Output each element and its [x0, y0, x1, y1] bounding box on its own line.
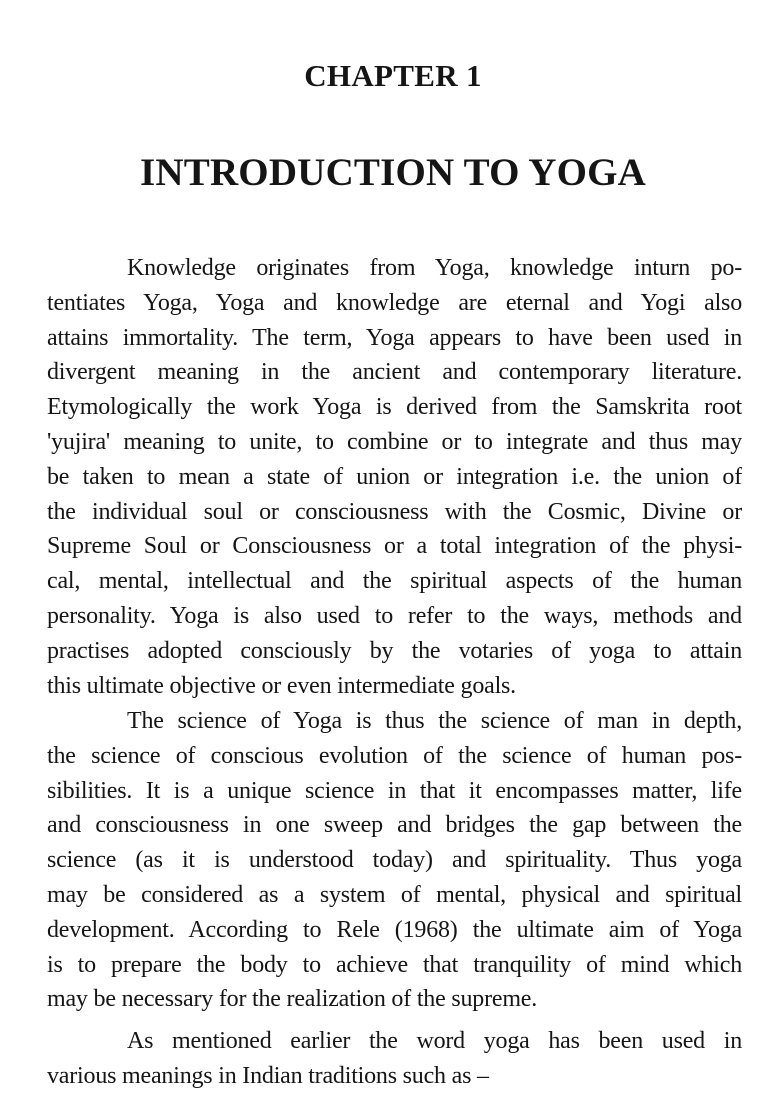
text-line: The science of Yoga is thus the science of man in depth,	[127, 708, 742, 734]
text-line: Etymologically the work Yoga is derived from the Samskrita root	[47, 394, 742, 421]
text-line: the science of conscious evolution of the science of human pos-	[47, 742, 742, 769]
text-line: practises adopted consciously by the votaries of yoga to attain	[47, 637, 742, 664]
text-line: As mentioned earlier the word yoga has been used in	[127, 1028, 742, 1054]
text-line: may be considered as a system of mental, physical and spiritual	[47, 881, 742, 908]
paragraph-1	[47, 251, 742, 703]
text-line: 'yujira' meaning to unite, to combine or to integrate and thus may	[47, 428, 742, 455]
paragraph-3	[47, 1024, 742, 1094]
text-line: attains immortality. The term, Yoga appears to have been used in	[47, 324, 742, 351]
chapter-label: CHAPTER 1	[304, 58, 482, 93]
text-line: Supreme Soul or Consciousness or a total integration of the physi-	[47, 533, 742, 560]
text-line: science (as it is understood today) and spirituality. Thus yoga	[47, 847, 742, 874]
text-line: development. According to Rele (1968) the ultimate aim of Yoga	[47, 916, 742, 943]
text-line: be taken to mean a state of union or integration i.e. the union of	[47, 463, 742, 490]
text-line: and consciousness in one sweep and bridges the gap between the	[47, 812, 742, 839]
text-line: tentiates Yoga, Yoga and knowledge are eternal and Yogi also	[47, 289, 742, 316]
text-line: Knowledge originates from Yoga, knowledge inturn po-	[127, 255, 742, 281]
chapter-title: INTRODUCTION TO YOGA	[139, 151, 647, 194]
text-line: is to prepare the body to achieve that tranquility of mind which	[47, 951, 742, 978]
text-line: sibilities. It is a unique science in that it encompasses matter, life	[47, 777, 742, 804]
text-line: divergent meaning in the ancient and contemporary literature.	[47, 359, 742, 386]
paragraph-2	[47, 704, 742, 1017]
text-line: this ultimate objective or even intermediate goals.	[47, 672, 516, 699]
text-line: personality. Yoga is also used to refer to the ways, methods and	[47, 602, 742, 629]
text-line: various meanings in Indian traditions such as –	[47, 1062, 489, 1089]
text-line: may be necessary for the realization of the supreme.	[47, 986, 538, 1013]
text-line: the individual soul or consciousness with the Cosmic, Divine or	[47, 498, 742, 525]
text-line: cal, mental, intellectual and the spiritual aspects of the human	[47, 568, 742, 595]
